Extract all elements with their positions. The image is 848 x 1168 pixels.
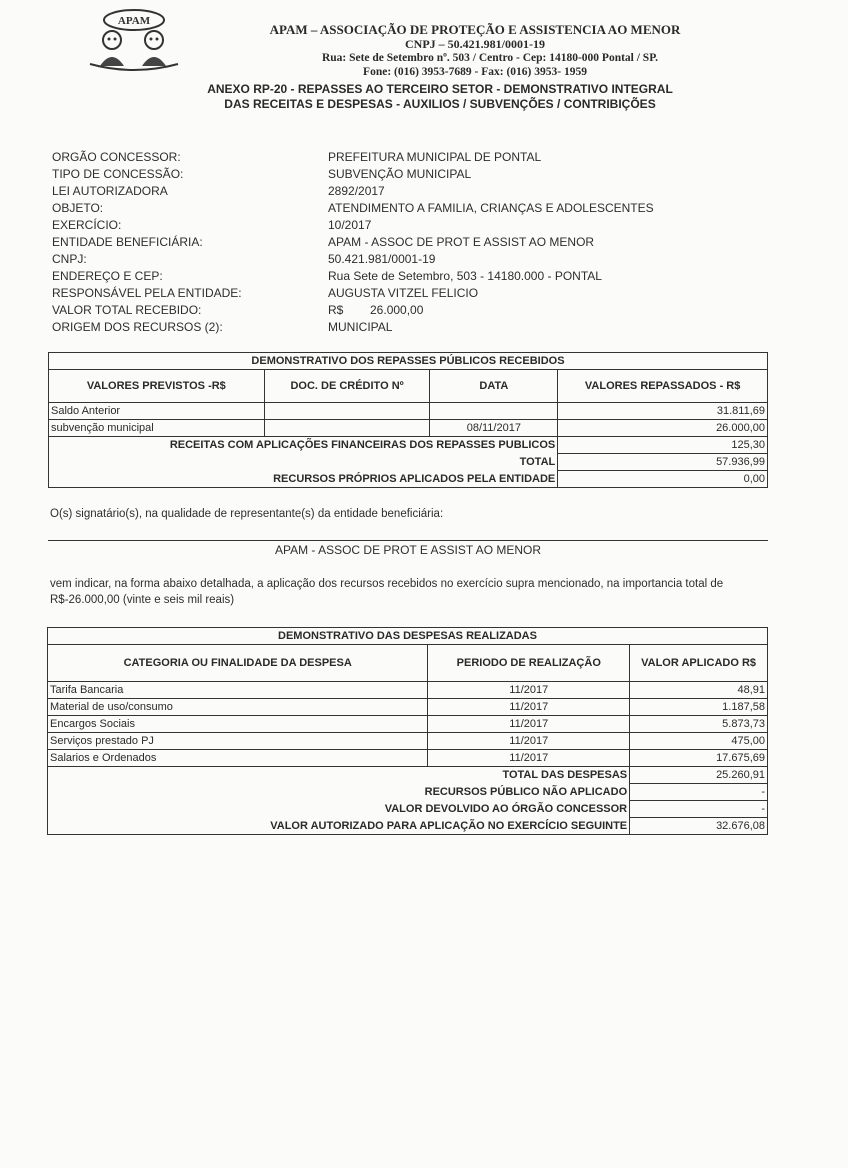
field-label: VALOR TOTAL RECEBIDO: <box>52 303 202 317</box>
col-header-doc: DOC. DE CRÉDITO Nº <box>264 370 430 403</box>
row-period: 11/2017 <box>428 716 630 733</box>
apam-logo <box>86 6 182 72</box>
row-value: 17.675,69 <box>630 750 768 767</box>
field-value: R$ 26.000,00 <box>328 303 424 317</box>
table-row <box>49 403 768 420</box>
table-row <box>48 699 768 716</box>
row-desc: subvenção municipal <box>49 420 265 437</box>
field-label: OBJETO: <box>52 201 104 215</box>
row-date: 08/11/2017 <box>430 420 558 437</box>
summary-row <box>48 784 768 801</box>
field-value: Rua Sete de Setembro, 503 - 14180.000 - PONTAL <box>328 269 602 283</box>
col-header-data: DATA <box>430 370 558 403</box>
field-value: APAM - ASSOC DE PROT E ASSIST AO MENOR <box>328 235 595 249</box>
annex-title-line2: DAS RECEITAS E DESPESAS - AUXILIOS / SUBVENÇÕES / CONTRIBIÇÕES <box>224 97 656 111</box>
field-value: 10/2017 <box>328 218 372 232</box>
row-value: 48,91 <box>630 682 768 699</box>
annex-title-line1: ANEXO RP-20 - REPASSES AO TERCEIRO SETOR - DEMONSTRATIVO INTEGRAL <box>207 82 673 96</box>
summary-value: 125,30 <box>558 437 768 454</box>
field-value: ATENDIMENTO A FAMILIA, CRIANÇAS E ADOLESCENTES <box>328 201 654 215</box>
row-value: 26.000,00 <box>558 420 768 437</box>
summary-value: 57.936,99 <box>558 454 768 471</box>
row-period: 11/2017 <box>428 750 630 767</box>
table-row <box>48 750 768 767</box>
summary-row <box>49 454 768 471</box>
signatory-text: O(s) signatário(s), na qualidade de representante(s) da entidade beneficiária: <box>50 508 444 520</box>
despesas-table <box>47 627 768 835</box>
summary-label: RECURSOS PÚBLICO NÃO APLICADO <box>48 784 630 801</box>
field-label: EXERCÍCIO: <box>52 218 122 232</box>
field-value: 2892/2017 <box>328 184 385 198</box>
org-name: APAM – ASSOCIAÇÃO DE PROTEÇÃO E ASSISTENCIA AO MENOR <box>269 22 681 37</box>
summary-label: VALOR DEVOLVIDO AO ÓRGÃO CONCESSOR <box>48 801 630 818</box>
summary-label: TOTAL DAS DESPESAS <box>48 767 630 784</box>
application-text-1: vem indicar, na forma abaixo detalhada, a aplicação dos recursos recebidos no exercício supra mencionado, na importancia total de <box>50 578 724 590</box>
row-value: 31.811,69 <box>558 403 768 420</box>
table-row <box>48 733 768 750</box>
summary-label: RECURSOS PRÓPRIOS APLICADOS PELA ENTIDADE <box>49 471 558 488</box>
row-category: Material de uso/consumo <box>48 699 428 716</box>
summary-value: - <box>630 801 768 818</box>
field-value: PREFEITURA MUNICIPAL DE PONTAL <box>328 150 542 164</box>
table-row <box>48 682 768 699</box>
col-header-categoria: CATEGORIA OU FINALIDADE DA DESPESA <box>48 645 428 682</box>
org-address: Rua: Sete de Setembro nº. 503 / Centro - Cep: 14180-000 Pontal / SP. <box>321 52 659 64</box>
summary-row <box>48 801 768 818</box>
row-category: Serviços prestado PJ <box>48 733 428 750</box>
row-value: 475,00 <box>630 733 768 750</box>
summary-value: 32.676,08 <box>630 818 768 835</box>
col-header-repassados: VALORES REPASSADOS - R$ <box>558 370 768 403</box>
summary-row <box>49 471 768 488</box>
col-header-periodo: PERIODO DE REALIZAÇÃO <box>428 645 630 682</box>
field-label: RESPONSÁVEL PELA ENTIDADE: <box>52 286 242 300</box>
row-period: 11/2017 <box>428 733 630 750</box>
summary-row <box>48 767 768 784</box>
row-date <box>430 403 558 420</box>
table-row <box>49 420 768 437</box>
summary-value: 25.260,91 <box>630 767 768 784</box>
row-period: 11/2017 <box>428 699 630 716</box>
table-row <box>48 716 768 733</box>
field-label: CNPJ: <box>52 252 87 266</box>
field-label: LEI AUTORIZADORA <box>52 184 168 198</box>
row-period: 11/2017 <box>428 682 630 699</box>
row-desc: Saldo Anterior <box>49 403 265 420</box>
svg-text:APAM: APAM <box>117 15 151 27</box>
row-value: 1.187,58 <box>630 699 768 716</box>
summary-row <box>49 437 768 454</box>
org-phone: Fone: (016) 3953-7689 - Fax: (016) 3953- 1959 <box>363 66 587 78</box>
despesas-title: DEMONSTRATIVO DAS DESPESAS REALIZADAS <box>48 628 768 645</box>
row-category: Encargos Sociais <box>48 716 428 733</box>
field-value: MUNICIPAL <box>328 320 393 334</box>
summary-value: - <box>630 784 768 801</box>
field-label: ORIGEM DOS RECURSOS (2): <box>52 320 223 334</box>
col-header-previstos: VALORES PREVISTOS -R$ <box>49 370 265 403</box>
field-value: AUGUSTA VITZEL FELICIO <box>328 286 479 300</box>
org-cnpj: CNPJ – 50.421.981/0001-19 <box>405 37 545 51</box>
summary-label: RECEITAS COM APLICAÇÕES FINANCEIRAS DOS REPASSES PUBLICOS <box>49 437 558 454</box>
row-value: 5.873,73 <box>630 716 768 733</box>
repasses-title: DEMONSTRATIVO DOS REPASSES PÚBLICOS RECEBIDOS <box>49 353 768 370</box>
field-value: SUBVENÇÃO MUNICIPAL <box>328 167 472 181</box>
row-doc <box>264 420 430 437</box>
field-value: 50.421.981/0001-19 <box>328 252 436 266</box>
field-label: ENDEREÇO E CEP: <box>52 269 163 283</box>
entity-line: APAM - ASSOC DE PROT E ASSIST AO MENOR <box>274 543 542 557</box>
repasses-table <box>48 352 768 488</box>
row-category: Tarifa Bancaria <box>48 682 428 699</box>
summary-label: TOTAL <box>49 454 558 471</box>
summary-row <box>48 818 768 835</box>
col-header-valor: VALOR APLICADO R$ <box>630 645 768 682</box>
summary-value: 0,00 <box>558 471 768 488</box>
divider <box>48 540 768 541</box>
application-text-2: R$-26.000,00 (vinte e seis mil reais) <box>50 594 235 606</box>
row-category: Salarios e Ordenados <box>48 750 428 767</box>
field-label: ENTIDADE BENEFICIÁRIA: <box>52 235 203 249</box>
summary-label: VALOR AUTORIZADO PARA APLICAÇÃO NO EXERCÍCIO SEGUINTE <box>48 818 630 835</box>
field-label: TIPO DE CONCESSÃO: <box>52 167 184 181</box>
row-doc <box>264 403 430 420</box>
field-label: ORGÃO CONCESSOR: <box>52 150 181 164</box>
